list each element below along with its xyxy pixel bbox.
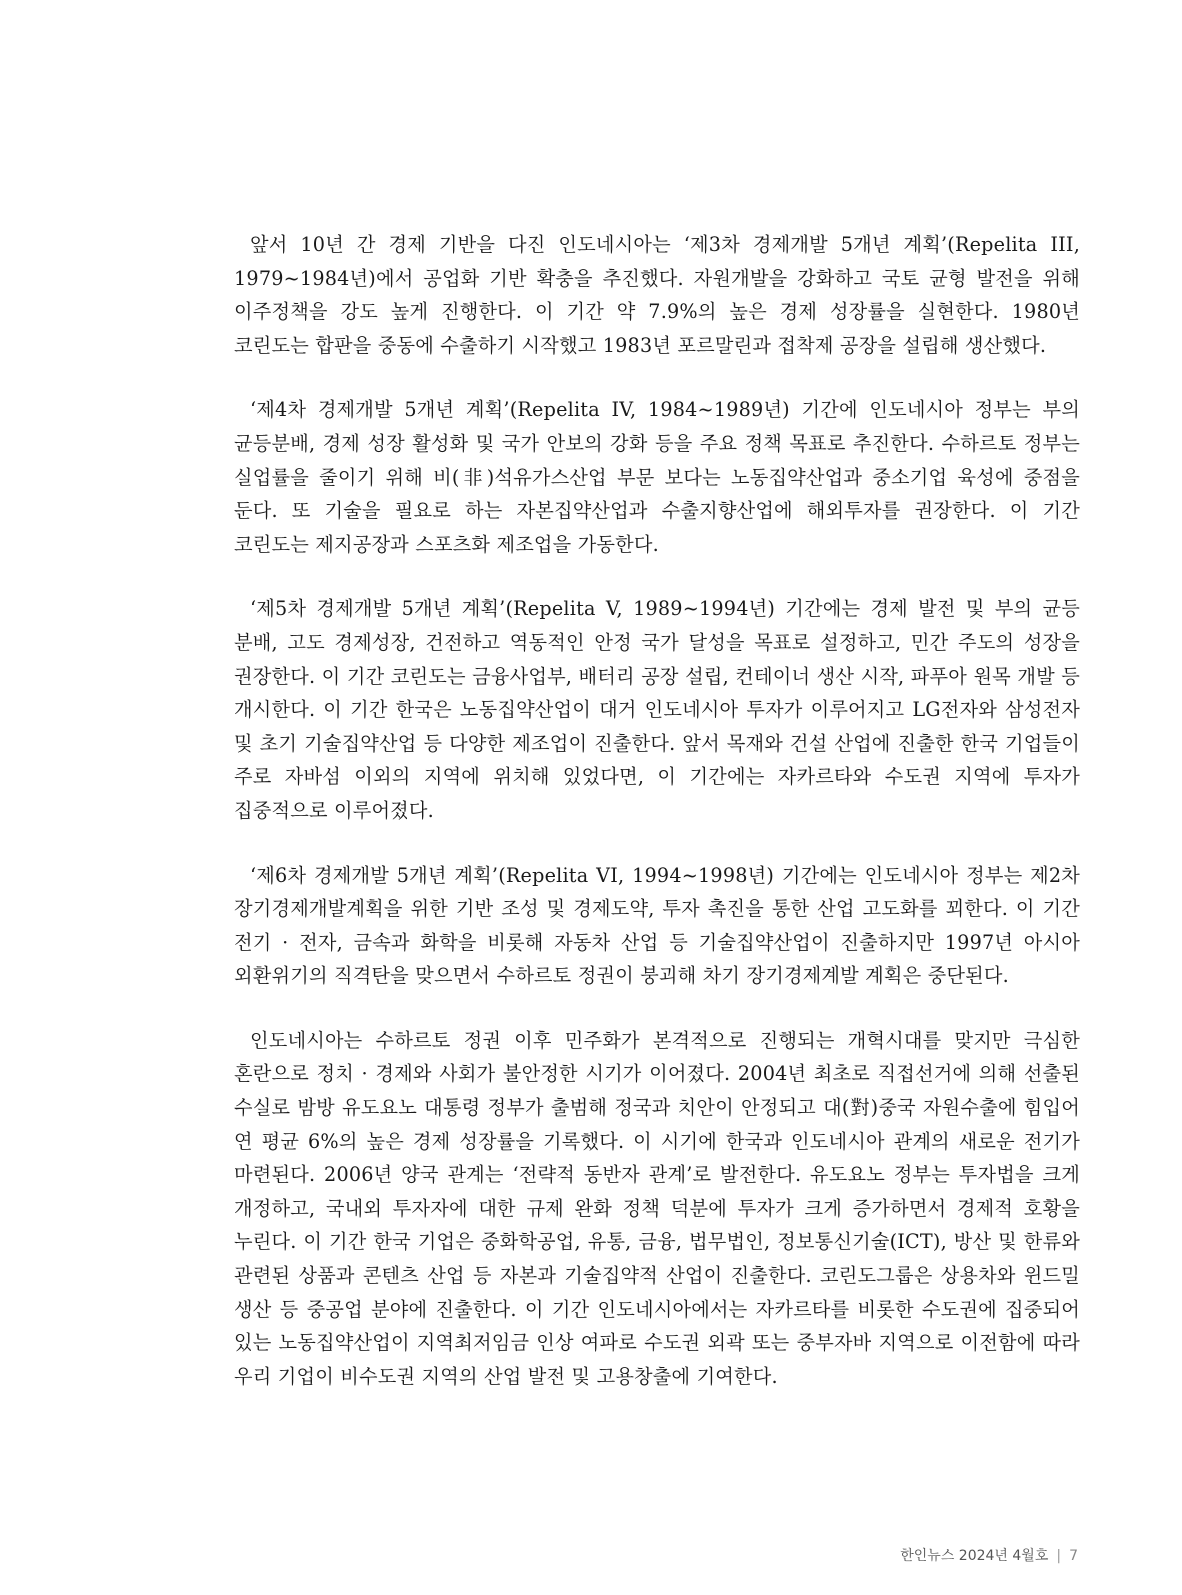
page-footer (900, 1545, 1078, 1565)
paragraph-repelita-5: ‘제5차 경제개발 5개년 계획’(Repelita V, 1989~1994년) 기간에는 경제 발전 및 부의 균등 분배, 고도 경제성장, 건전하고 역동적인 안정 국가 달성을 목표로 설정하고, 민간 주도의 성장을 권장한다. 이 기간 코린도는 금융사업부, 배터리 공장 설립, 컨테이너 생산 시작, 파푸아 원목 개발 등 개시한다. 이 기간 한국은 노동집약산업이 대거 인도네시아 투자가 이루어지고 LG전자와 삼성전자 및 초기 기술집약산업 등 다양한 제조업이 진출한다. 앞서 목재와 건설 산업에 진출한 한국 기업들이 주로 자바섬 이외의 지역에 위치해 있었다면, 이 기간에는 자카르타와 수도권 지역에 투자가 집중적으로 이루어졌다. (234, 597, 1080, 822)
article-body (234, 228, 1080, 1424)
paragraph-reform-era: 인도네시아는 수하르토 정권 이후 민주화가 본격적으로 진행되는 개혁시대를 맞지만 극심한 혼란으로 정치 · 경제와 사회가 불안정한 시기가 이어졌다. 2004년 최초로 직접선거에 의해 선출된 수실로 밤방 유도요노 대통령 정부가 출범해 정국과 치안이 안정되고 대(對)중국 자원수출에 힘입어 연 평균 6%의 높은 경제 성장률을 기록했다. 이 시기에 한국과 인도네시아 관계의 새로운 전기가 마련된다. 2006년 양국 관계는 ‘전략적 동반자 관계’로 발전한다. 유도요노 정부는 투자법을 크게 개정하고, 국내외 투자자에 대한 규제 완화 정책 덕분에 투자가 크게 증가하면서 경제적 호황을 누린다. 이 기간 한국 기업은 중화학공업, 유통, 금융, 법무법인, 정보통신기술(ICT), 방산 및 한류와 관련된 상품과 콘텐츠 산업 등 자본과 기술집약적 산업이 진출한다. 코린도그룹은 상용차와 윈드밀 생산 등 중공업 분야에 진출한다. 이 기간 인도네시아에서는 자카르타를 비롯한 수도권에 집중되어 있는 노동집약산업이 지역최저임금 인상 여파로 수도권 외곽 또는 중부자바 지역으로 이전함에 따라 우리 기업이 비수도권 지역의 산업 발전 및 고용창출에 기여한다. (234, 1028, 1080, 1388)
paragraph-repelita-3: 앞서 10년 간 경제 기반을 다진 인도네시아는 ‘제3차 경제개발 5개년 계획’(Repelita III, 1979~1984년)에서 공업화 기반 확충을 추진했다. 자원개발을 강화하고 국토 균형 발전을 위해 이주정책을 강도 높게 진행한다. 이 기간 약 7.9%의 높은 경제 성장률을 실현한다. 1980년 코린도는 합판을 중동에 수출하기 시작했고 1983년 포르말린과 접착제 공장을 설립해 생산했다. (234, 233, 1080, 357)
publication-name: 한인뉴스 2024년 4월호 (900, 1548, 1049, 1564)
page-number: 7 (1069, 1548, 1078, 1564)
footer-separator: | (1056, 1548, 1062, 1564)
paragraph-repelita-4: ‘제4차 경제개발 5개년 계획’(Repelita IV, 1984~1989년) 기간에 인도네시아 정부는 부의 균등분배, 경제 성장 활성화 및 국가 안보의 강화 등을 주요 정책 목표로 추진한다. 수하르토 정부는 실업률을 줄이기 위해 비(非)석유가스산업 부문 보다는 노동집약산업과 중소기업 육성에 중점을 둔다. 또 기술을 필요로 하는 자본집약산업과 수출지향산업에 해외투자를 권장한다. 이 기간 코린도는 제지공장과 스포츠화 제조업을 가동한다. (234, 398, 1080, 556)
paragraph-repelita-6: ‘제6차 경제개발 5개년 계획’(Repelita VI, 1994~1998년) 기간에는 인도네시아 정부는 제2차 장기경제개발계획을 위한 기반 조성 및 경제도약, 투자 촉진을 통한 산업 고도화를 꾀한다. 이 기간 전기 · 전자, 금속과 화학을 비롯해 자동차 산업 등 기술집약산업이 진출하지만 1997년 아시아 외환위기의 직격탄을 맞으면서 수하르토 정권이 붕괴해 차기 장기경제계발 계획은 중단된다. (234, 863, 1080, 988)
